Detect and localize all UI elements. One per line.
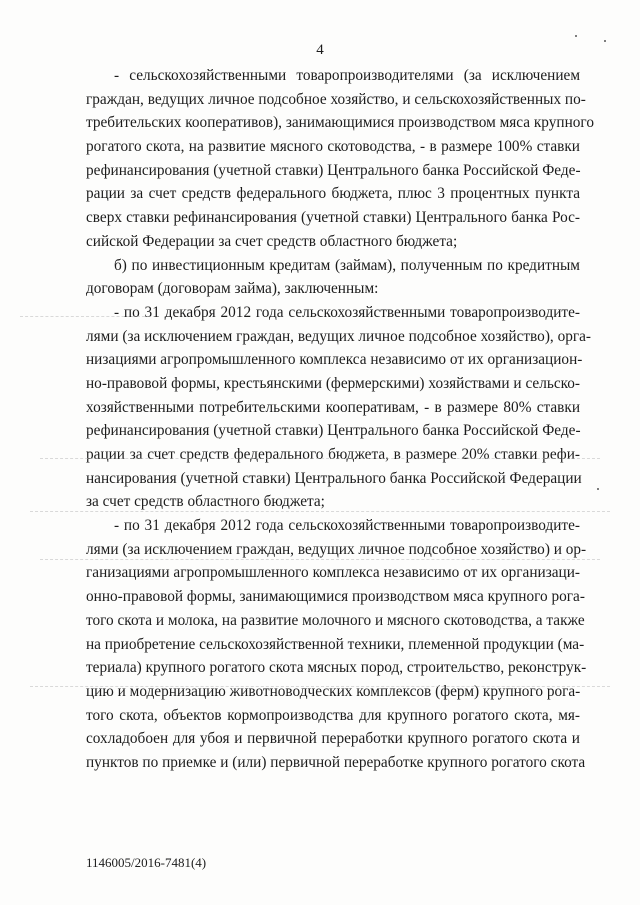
text-line: пунктов по приемке и (или) первичной переработке крупного рогатого скота bbox=[86, 753, 586, 771]
text-line: нансирования (учетной ставки) Центрального банка Российской Федерации bbox=[86, 469, 582, 487]
text-line: - по 31 декабря 2012 года сельскохозяйственными товаропроизводите- bbox=[114, 303, 580, 321]
text-line: но-правовой формы, крестьянскими (фермерскими) хозяйствами и сельско- bbox=[86, 374, 580, 392]
text-line: сверх ставки рефинансирования (учетной ставки) Центрального банка Рос- bbox=[86, 209, 580, 227]
document-registration-code: 1146005/2016-7481(4) bbox=[86, 855, 207, 870]
scan-speck bbox=[604, 40, 606, 42]
text-line: сохладобоен для убоя и первичной переработки крупного рогатого скота и bbox=[86, 730, 580, 748]
text-line: требительских кооперативов), занимающимися производством мяса крупного bbox=[86, 114, 594, 132]
scan-speck bbox=[597, 488, 599, 490]
text-line: низациями агропромышленного комплекса независимо от их организацион- bbox=[86, 351, 583, 369]
text-line: - сельскохозяйственными товаропроизводителями (за исключением bbox=[114, 67, 580, 84]
body-text bbox=[86, 64, 594, 775]
text-line: за счет средств областного бюджета; bbox=[86, 493, 325, 511]
text-line: ганизациями агропромышленного комплекса независимо от их организаци- bbox=[86, 564, 580, 582]
text-line: онно-правовой формы, занимающимися производством мяса крупного рога- bbox=[86, 588, 585, 606]
text-line: хозяйственными потребительскими кооперативам, - в размере 80% ставки bbox=[86, 398, 580, 416]
text-line: рации за счет средств федерального бюджета, плюс 3 процентных пункта bbox=[86, 185, 580, 203]
text-line: лями (за исключением граждан, ведущих личное подсобное хозяйство) и ор- bbox=[86, 540, 587, 558]
text-line: граждан, ведущих личное подсобное хозяйство, и сельскохозяйственных по- bbox=[86, 90, 586, 108]
scan-speck bbox=[575, 35, 577, 37]
text-line: того скота, объектов кормопроизводства для крупного рогатого скота, мя- bbox=[86, 706, 580, 724]
text-line: цию и модернизацию животноводческих комплексов (ферм) крупного рога- bbox=[86, 682, 581, 700]
scan-artifact-line bbox=[40, 458, 600, 459]
text-line: того скота и молока, на развитие молочного и мясного скотоводства, а также bbox=[86, 611, 585, 629]
scan-artifact-line bbox=[40, 559, 600, 560]
text-line: б) по инвестиционным кредитам (займам), полученным по кредитным bbox=[114, 256, 580, 274]
text-line: териала) крупного рогатого скота мясных пород, строительство, реконструк- bbox=[86, 659, 587, 677]
scan-artifact-line bbox=[30, 686, 610, 687]
text-line: на приобретение сельскохозяйственной техники, племенной продукции (ма- bbox=[86, 635, 585, 653]
text-line: рогатого скота, на развитие мясного скотоводства, - в размере 100% ставки bbox=[86, 138, 580, 156]
text-line: рефинансирования (учетной ставки) Центрального банка Российской Феде- bbox=[86, 161, 581, 179]
scan-artifact-line bbox=[30, 511, 610, 512]
text-line: сийской Федерации за счет средств областного бюджета; bbox=[86, 232, 458, 250]
text-line: рации за счет средств федерального бюджета, в размере 20% ставки рефи- bbox=[86, 446, 580, 463]
text-line: договорам (договорам займа), заключенным: bbox=[86, 280, 379, 298]
page-number: 4 bbox=[316, 42, 324, 58]
text-line: рефинансирования (учетной ставки) Центрального банка Российской Феде- bbox=[86, 422, 581, 440]
text-line: лями (за исключением граждан, ведущих личное подсобное хозяйство), орга- bbox=[86, 327, 592, 345]
text-line: - по 31 декабря 2012 года сельскохозяйственными товаропроизводите- bbox=[114, 517, 580, 535]
scan-artifact-line bbox=[20, 316, 150, 317]
